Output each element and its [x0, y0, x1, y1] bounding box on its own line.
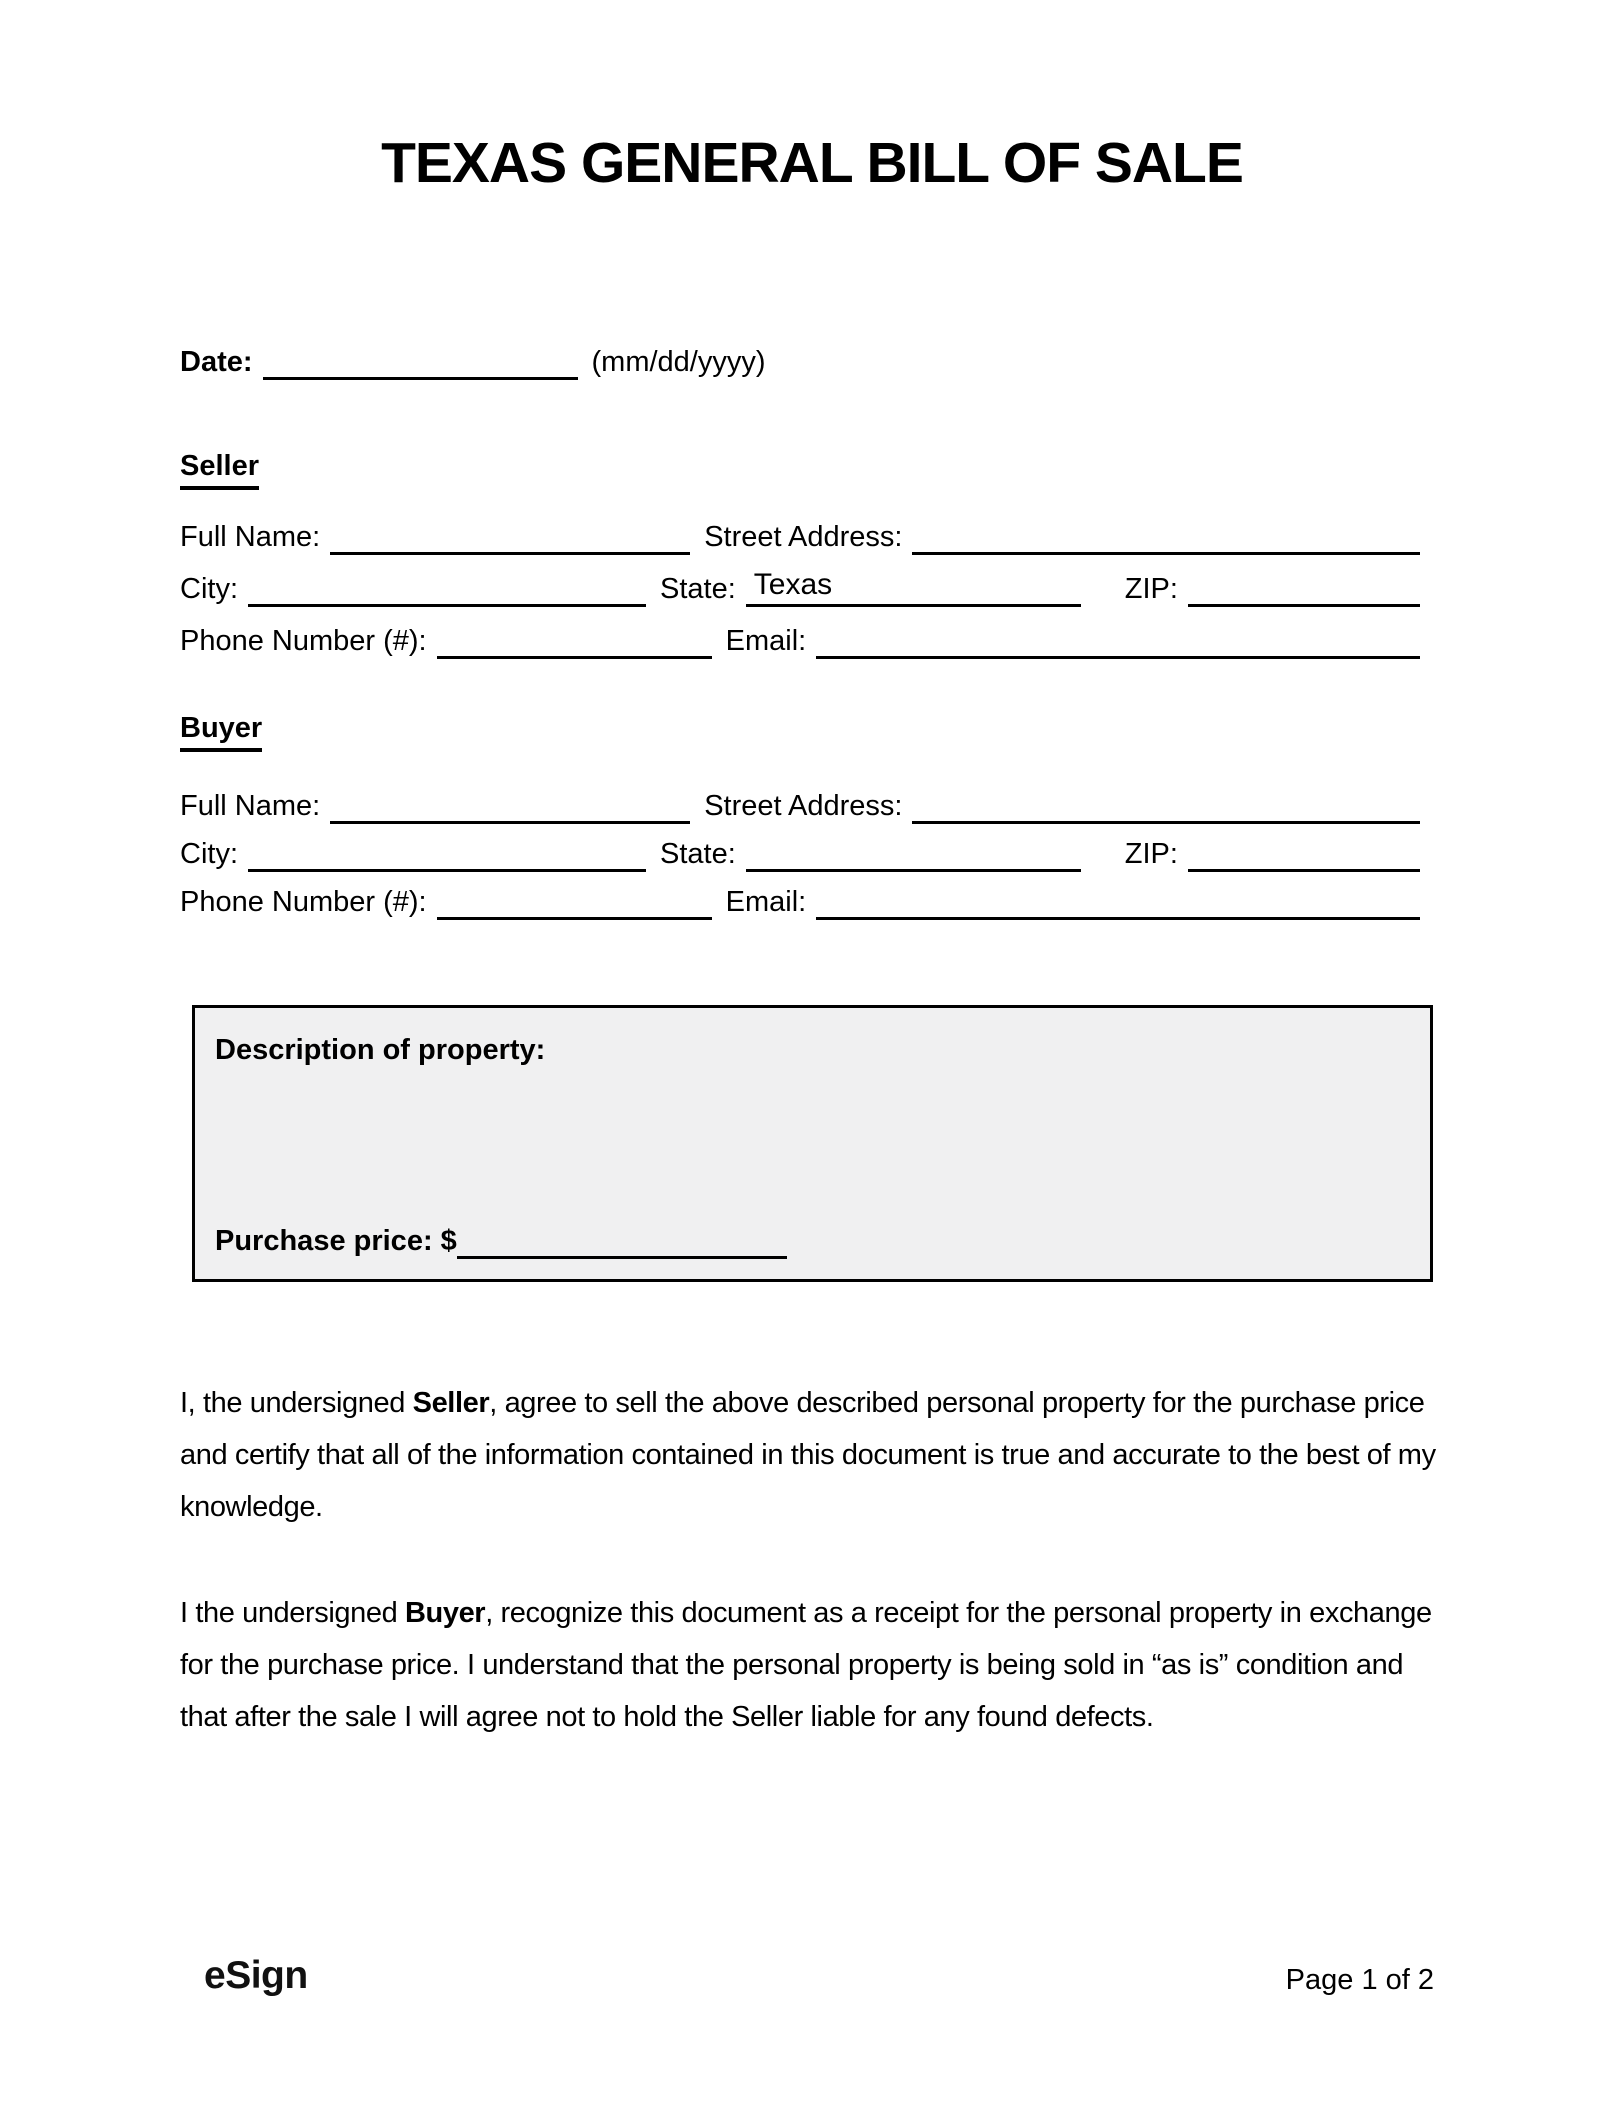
seller-city-label: City:	[180, 573, 238, 605]
seller-full-name-label: Full Name:	[180, 521, 321, 553]
page-indicator: Page 1 of 2	[1285, 1964, 1434, 1996]
seller-clause-prefix: I, the undersigned	[180, 1387, 413, 1419]
buyer-clause-suffix: , recognize this document as a receipt for the personal property in exchange for the purchase price. I understand that the personal property is being sold in “as is” condition and that after the sale I will agree not to hold the Seller liable for any found defects.	[180, 1597, 1432, 1733]
seller-zip-input-line[interactable]	[1188, 568, 1420, 607]
date-row	[180, 342, 1420, 380]
buyer-state-input-line[interactable]	[746, 833, 1081, 872]
seller-state-value: Texas	[753, 568, 833, 601]
seller-city-input-line[interactable]	[248, 568, 646, 607]
date-format-hint: (mm/dd/yyyy)	[591, 346, 766, 378]
seller-name-address-row	[180, 517, 1420, 555]
buyer-phone-email-row	[180, 882, 1420, 920]
seller-heading-text: Seller	[180, 450, 259, 490]
seller-street-address-label: Street Address:	[704, 521, 903, 553]
buyer-zip-label: ZIP:	[1124, 838, 1178, 870]
esign-logo: eSign	[204, 1954, 308, 1997]
seller-phone-label: Phone Number (#):	[180, 625, 427, 657]
buyer-name-address-row	[180, 786, 1420, 824]
date-input-line[interactable]	[263, 341, 578, 380]
seller-clause-paragraph	[180, 1377, 1438, 1533]
property-description-box	[192, 1005, 1433, 1282]
seller-phone-input-line[interactable]	[437, 620, 712, 659]
seller-full-name-input-line[interactable]	[330, 516, 690, 555]
buyer-street-address-label: Street Address:	[704, 790, 903, 822]
purchase-price-input-line[interactable]	[457, 1220, 787, 1259]
buyer-zip-input-line[interactable]	[1188, 833, 1420, 872]
seller-city-state-zip-row	[180, 569, 1420, 607]
property-description-input-area[interactable]	[215, 1078, 1410, 1199]
buyer-email-input-line[interactable]	[816, 881, 1420, 920]
buyer-city-state-zip-row	[180, 834, 1420, 872]
buyer-full-name-label: Full Name:	[180, 790, 321, 822]
document-title: TEXAS GENERAL BILL OF SALE	[381, 131, 1243, 195]
property-description-label: Description of property:	[215, 1034, 546, 1066]
seller-state-label: State:	[660, 573, 736, 605]
currency-symbol: $	[440, 1225, 457, 1257]
buyer-heading-text: Buyer	[180, 712, 262, 752]
seller-phone-email-row	[180, 621, 1420, 659]
seller-clause-term: Seller	[412, 1387, 490, 1419]
buyer-phone-input-line[interactable]	[437, 881, 712, 920]
buyer-clause-prefix: I the undersigned	[180, 1597, 405, 1629]
buyer-city-label: City:	[180, 838, 238, 870]
purchase-price-row	[215, 1220, 787, 1259]
seller-clause-suffix: , agree to sell the above described personal property for the purchase price and certify that all of the information contained in this document is true and accurate to the best of my knowledge.	[180, 1387, 1436, 1523]
seller-email-input-line[interactable]	[816, 620, 1420, 659]
seller-section-heading	[180, 450, 259, 490]
buyer-email-label: Email:	[725, 886, 807, 918]
buyer-full-name-input-line[interactable]	[330, 785, 690, 824]
buyer-street-address-input-line[interactable]	[912, 785, 1420, 824]
buyer-section-heading	[180, 712, 262, 752]
buyer-city-input-line[interactable]	[248, 833, 646, 872]
seller-zip-label: ZIP:	[1124, 573, 1178, 605]
seller-street-address-input-line[interactable]	[912, 516, 1420, 555]
buyer-clause-paragraph	[180, 1587, 1438, 1743]
buyer-state-label: State:	[660, 838, 736, 870]
purchase-price-label: Purchase price:	[215, 1225, 433, 1257]
seller-email-label: Email:	[725, 625, 807, 657]
seller-state-input-line[interactable]	[746, 568, 1081, 607]
buyer-phone-label: Phone Number (#):	[180, 886, 427, 918]
buyer-clause-term: Buyer	[404, 1597, 486, 1629]
date-label: Date:	[180, 346, 253, 378]
